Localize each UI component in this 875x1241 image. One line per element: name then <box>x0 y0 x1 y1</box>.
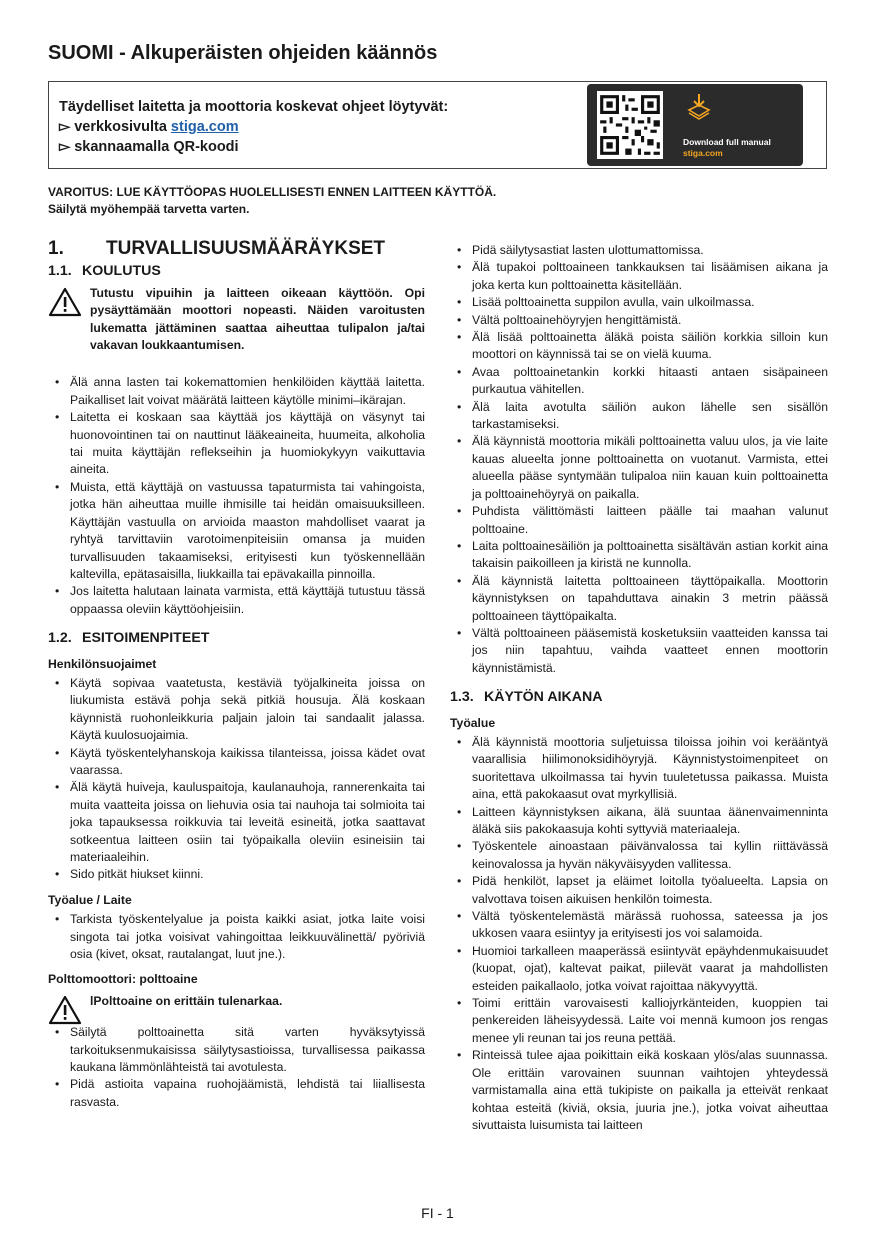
right-column <box>450 242 828 1134</box>
work-area-list <box>48 911 425 963</box>
list-item: • Älä käynnistä moottoria suljetuissa tiloissa joihin voi kerääntyä vaarallisia hiilimonoksidihöyryjä. Käynnistystoimenpiteet on suoritettava ulkoilmassa tai hyvin tuuletetussa paikassa. Muista aina, että pakokaasut ovat myrkyllisiä. <box>450 734 828 804</box>
infobox-line-website: ▻ verkkosivulta stiga.com <box>59 119 239 135</box>
ppe-list <box>48 675 425 884</box>
list-item: • Laita polttoainesäiliön ja polttoainetta sisältävän astian korkit aina takaisin paikoilleen ja kiristä ne kunnolla. <box>450 538 828 573</box>
warning-triangle-icon <box>48 287 82 317</box>
page-number: FI - 1 <box>421 1205 454 1221</box>
list-item: • Vältä työskentelemästä märässä ruohossa, sateessa ja jos ukkosen vaara esiintyy ja erityisesti jos voi salamoida. <box>450 908 828 943</box>
list-item: • Pidä säilytysastiat lasten ulottumattomissa. <box>450 242 828 259</box>
warning-triangle-icon <box>48 995 82 1025</box>
subheading-fuel: Polttomoottori: polttoaine <box>48 972 198 987</box>
list-item: • Käytä sopivaa vaatetusta, kestäviä työjalkineita joissa on liukumista estävä pohja sekä pitkiä housuja. Älä koskaan käynnistä ruohonleikkuria paljain jaloin tai sandaalit jalassa. Käytä kuulosuojaimia. <box>48 675 425 745</box>
download-icon[interactable] <box>686 92 712 120</box>
list-item: • Lisää polttoainetta suppilon avulla, vain ulkoilmassa. <box>450 294 828 311</box>
download-label: Download full manual stiga.com <box>683 137 771 158</box>
list-item: • Toimi erittäin varovaisesti kalliojyrkänteiden, kuoppien tai penkereiden läheisyydessä. Laite voi mennä kumoon jos rengas menee yli reunan tai jos reuna pettää. <box>450 995 828 1047</box>
fuel-list-continued <box>450 242 828 677</box>
list-item: • Älä käynnistä moottoria mikäli polttoainetta valuu ulos, ja vie laite kauas alueelta jonne polttoainetta on vuotanut. Varmista, ettei alueella pääse syntymään tulipaloa niin kauan kuin polttoainetta ja polttoainehöyryä on paikalla. <box>450 433 828 503</box>
list-item: • Älä tupakoi polttoaineen tankkauksen tai lisäämisen aikana ja joka kerta kun polttoainetta käsitellään. <box>450 259 828 294</box>
fuel-warning: lPolttoaine on erittäin tulenarkaa. <box>48 993 425 1010</box>
list-item: • Älä lisää polttoainetta äläkä poista säiliön korkkia silloin kun moottori on käynnissä tai se on vielä kuuma. <box>450 329 828 364</box>
manual-info-box <box>48 81 827 169</box>
list-item: • Älä käynnistä laitetta polttoaineen täyttöpaikalla. Moottorin käynnistyksen on tapahduttava ainakin 3 metrin päässä polttoaineen täyttöpaikalta. <box>450 573 828 625</box>
list-item: • Älä laita avotulta säiliön aukon lähelle sen sisällön tarkastamiseksi. <box>450 399 828 434</box>
list-item: • Sido pitkät hiukset kiinni. <box>48 866 425 883</box>
list-item: • Puhdista välittömästi laitteen päälle tai maahan valunut polttoaine. <box>450 503 828 538</box>
section-heading-1: 1. TURVALLISUUSMÄÄRÄYKSET <box>48 238 386 259</box>
triangle-bullet-icon: ▻ <box>59 139 75 155</box>
list-item: • Avaa polttoainetankin korkki hitaasti antaen sisäpaineen purkautua vähitellen. <box>450 364 828 399</box>
list-item: • Vältä polttoaineen pääsemistä kosketuksiin vaatteiden kanssa tai jos niin tapahtuu, vaihda vaatteet ennen moottorin käynnistämistä. <box>450 625 828 677</box>
operation-list <box>450 734 828 1134</box>
list-item: • Vältä polttoainehöyryjen hengittämistä. <box>450 312 828 329</box>
list-item: • Pidä henkilöt, lapset ja eläimet loitolla työalueelta. Lapsia on valvottava toisen aikuisen henkilön toimesta. <box>450 873 828 908</box>
section-heading-1-1: 1.1. KOULUTUS <box>48 263 161 280</box>
list-item: • Käytä työskentelyhanskoja kaikissa tilanteissa, joissa kädet ovat vaarassa. <box>48 745 425 780</box>
list-item: • Tarkista työskentelyalue ja poista kaikki asiat, jotka laite voisi singota tai jotka voisivat vahingoittaa leikkuuvälinettä/ pyöriviä osia (kivet, oksat, rautalangat, luut jne.). <box>48 911 425 963</box>
page-title: SUOMI - Alkuperäisten ohjeiden käännös <box>48 42 438 64</box>
section-heading-1-3: 1.3. KÄYTÖN AIKANA <box>450 689 603 706</box>
triangle-bullet-icon: ▻ <box>59 119 75 135</box>
qr-code-icon[interactable] <box>597 91 663 159</box>
fuel-list <box>48 1024 425 1111</box>
list-item: • Työskentele ainoastaan päivänvalossa tai kyllin riittävässä keinovalossa ja hyvän näkyväisyyden vallitessa. <box>450 838 828 873</box>
list-item: • Älä käytä huiveja, kauluspaitoja, kaulanauhoja, rannerenkaita tai muita vaatteita joissa on liehuvia osia tai nauhoja tai solmioita tai joka tapauksessa roikkuvia tai leveitä esineitä, jotka saattavat sotkeentua laitteen osiin tai työpaikalla oleviin esineisiin tai materiaaleihin. <box>48 779 425 866</box>
list-item: • Huomioi tarkalleen maaperässä esiintyvät epäyhdenmukaisuudet (kuopat, ojat), kaltevat paikat, piilevät vaarat ja mahdollisten esteiden paikallaolo, jotka voivat rajoittaa näkyvyyttä. <box>450 943 828 995</box>
list-item: • Muista, että käyttäjä on vastuussa tapaturmista tai vahingoista, jotka hän aiheuttaa muille ihmisille tai heidän omaisuuksilleen. Käyttäjän vastuulla on arvioida maaston mahdolliset vaarat ja ryhtyä tarvittaviin varotoimenpiteisiin omansa ja muiden turvallisuuden takaamiseksi, erityisesti kun työskennellään kaltevilla, epätasaisilla, liukkailla tai epävakailla pinnoilla. <box>48 479 425 583</box>
subheading-ppe: Henkilönsuojaimet <box>48 656 157 671</box>
training-warning: Tutustu vipuihin ja laitteen oikeaan käyttöön. Opi pysäyttämään moottori nopeasti. Näiden varoitusten lukematta jättäminen saattaa aiheuttaa tulipalon ja/tai vakavan loukkaantumisen. <box>48 285 425 355</box>
section-heading-1-2: 1.2. ESITOIMENPITEET <box>48 630 210 647</box>
training-list <box>48 374 425 618</box>
list-item: • Älä anna lasten tai kokemattomien henkilöiden käyttää laitetta. Paikalliset lait voivat määrätä laitteen käytölle minimi–ikärajan. <box>48 374 425 409</box>
list-item: • Säilytä polttoainetta sitä varten hyväksytyissä tarkoituksenmukaisissa säilytysastioissa, turvallisessa paikassa kaukana lämmönlähteistä tai avotulesta. <box>48 1024 425 1076</box>
stiga-link[interactable]: stiga.com <box>170 119 239 135</box>
left-column <box>48 240 425 1111</box>
list-item: • Pidä astioita vapaina ruohojäämistä, lehdistä tai liiallisesta rasvasta. <box>48 1076 425 1111</box>
subheading-work-area-operation: Työalue <box>450 715 496 730</box>
download-manual-card[interactable] <box>587 84 803 166</box>
list-item: • Laitteen käynnistyksen aikana, älä suuntaa äänenvaimenninta äläkä siis pakokaasuja kohti syttyviä materiaaleja. <box>450 804 828 839</box>
general-warning: VAROITUS: LUE KÄYTTÖOPAS HUOLELLISESTI ENNEN LAITTEEN KÄYTTÖÄ. Säilytä myöhempää tarvetta varten. <box>48 185 497 216</box>
subheading-work-area: Työalue / Laite <box>48 892 132 907</box>
list-item: • Rinteissä tulee ajaa poikittain eikä koskaan ylös/alas suunnassa. Ole erittäin varovainen suunnan vaihtojen yhteydessä varmistamalla aina että tukipiste on paikalla ja etteivät renkaat kohtaa esteitä (kiviä, oksia, juuria jne.), jotka voivat aiheuttaa sivuttaista luisumista tai laitteen <box>450 1047 828 1134</box>
infobox-line-qr: ▻ skannaamalla QR-koodi <box>59 139 239 155</box>
list-item: • Laitetta ei koskaan saa käyttää jos käyttäjä on väsynyt tai huonovointinen tai on nauttinut lääkeaineita, huumeita, alkoholia tai muita käyttäjän reflekseihin ja huomiokykyyn vaikuttavia aineita. <box>48 409 425 479</box>
infobox-heading: Täydelliset laitetta ja moottoria koskevat ohjeet löytyvät: <box>59 99 449 115</box>
list-item: • Jos laitetta halutaan lainata varmista, että käyttäjä tutustuu tässä oppaassa oleviin käyttöohjeisiin. <box>48 583 425 618</box>
